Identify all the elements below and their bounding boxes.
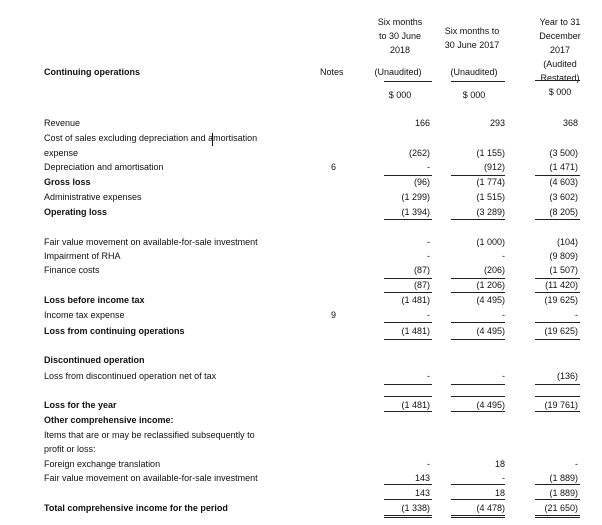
col3-header-rule [535,80,580,81]
row-c3: (1 507) [549,265,578,275]
row-c1: 143 [414,488,430,498]
row-c3: (1 889) [549,488,578,498]
rule [451,515,505,516]
row-label: Loss for the year [44,400,117,410]
notes-header: Notes [320,67,344,77]
row-label: Gross loss [44,177,91,187]
row-c2: - [502,310,505,320]
section-title: Continuing operations [44,67,140,77]
row-c2: (4 478) [476,503,505,513]
row-c1: (1 394) [401,207,430,217]
col2-header [432,24,512,52]
col3-header-line: 2017 [549,45,571,55]
col1-unit: $ 000 [388,90,412,100]
row-c2: - [502,371,505,381]
row-label: Finance costs [44,265,100,275]
row-c1: 166 [414,118,430,128]
row-c3: (1 889) [549,473,578,483]
row-c1: - [427,251,430,261]
row-c3: (8 205) [549,207,578,217]
row-c3: (1 471) [549,162,578,172]
rule [384,339,432,340]
row-label: Discontinued operation [44,355,145,365]
col3-header-line: December [539,31,581,41]
col2-header-rule [451,81,505,82]
rule [451,517,505,518]
col1-header-line: 2018 [389,45,411,55]
col1-header-line: to 30 June [378,31,422,41]
rule [535,515,580,516]
rule [451,396,505,397]
row-c1: (1 481) [401,400,430,410]
row-label: Loss from continuing operations [44,326,185,336]
row-c1: (87) [413,280,430,290]
row-c1: (1 338) [401,503,430,513]
col3-header-line: (Audited [543,59,577,69]
row-c2: (1 000) [476,237,505,247]
rule [451,484,505,485]
row-label: Depreciation and amortisation [44,162,164,172]
rule [384,517,432,518]
row-c2: 18 [494,488,505,498]
col1-header-rule [384,81,432,82]
row-c2: (206) [483,265,505,275]
row-note: 6 [331,162,337,172]
rule [535,411,580,412]
row-label: Loss before income tax [44,295,145,305]
col3-header-line: Restated) [540,73,580,83]
row-label: expense [44,148,79,158]
row-label: Foreign exchange translation [44,459,161,469]
rule [384,484,432,485]
row-c2: (3 289) [476,207,505,217]
rule [384,322,432,323]
col2-header-line: 30 June 2017 [444,40,500,50]
rule [535,292,580,293]
row-c2: (1 774) [476,177,505,187]
row-label: Revenue [44,118,81,128]
rule [384,175,432,176]
row-c1: (262) [408,148,430,158]
row-label: Income tax expense [44,310,125,320]
col2-unit: $ 000 [462,90,486,100]
row-label: Operating loss [44,207,108,217]
row-c1: - [427,371,430,381]
rule [451,322,505,323]
row-label: Fair value movement on available-for-sale investment [44,237,258,247]
col2-header-line: Six months to [444,26,500,36]
row-c2: (1 155) [476,148,505,158]
rule [535,396,580,397]
row-label: Other comprehensive income: [44,415,174,425]
rule [451,278,505,279]
row-c1: (96) [413,177,430,187]
rule [535,499,580,500]
row-c3: (11 420) [545,280,578,290]
col3-header-line: $ 000 [548,87,572,97]
rule [451,339,505,340]
rule [451,499,505,500]
row-c2: (4 495) [476,326,505,336]
row-c3: (136) [556,371,578,381]
rule [451,411,505,412]
rule [384,499,432,500]
row-c3: (9 809) [549,251,578,261]
rule [535,278,580,279]
row-label: Loss from discontinued operation net of tax [44,371,217,381]
rule [384,292,432,293]
row-note: 9 [331,310,337,320]
rule [535,339,580,340]
rule [384,396,432,397]
row-c1: - [427,310,430,320]
row-label: Impairment of RHA [44,251,121,261]
row-c1: (1 481) [401,326,430,336]
row-c2: (1 206) [476,280,505,290]
row-c2: (4 495) [476,295,505,305]
row-c3: - [575,310,578,320]
col3-header [520,15,600,99]
row-c2: - [502,473,505,483]
rule [384,515,432,516]
row-c2: (912) [483,162,505,172]
rule [384,411,432,412]
rule [451,384,505,385]
rule [535,175,580,176]
row-c2: 293 [489,118,505,128]
row-c3: (104) [556,237,578,247]
rule [535,322,580,323]
rule [451,219,505,220]
row-c3: (3 602) [549,192,578,202]
rule [535,484,580,485]
row-label: Fair value movement on available-for-sale investment [44,473,258,483]
rule [384,384,432,385]
col2-audit-status: (Unaudited) [450,67,498,77]
rule [535,219,580,220]
row-c1: 143 [414,473,430,483]
col1-header-line: Six months [377,17,423,27]
row-c3: (21 650) [544,503,578,513]
col1-audit-status: (Unaudited) [374,67,422,77]
row-c1: (1 481) [401,295,430,305]
row-c2: - [502,251,505,261]
rule [535,517,580,518]
row-label: Cost of sales excluding depreciation and amortisation [44,133,258,143]
row-c1: (1 299) [401,192,430,202]
row-c3: (4 603) [549,177,578,187]
row-c2: 18 [494,459,505,469]
row-label: profit or loss: [44,444,96,454]
row-c3: (19 625) [544,326,578,336]
rule [384,278,432,279]
row-label: Items that are or may be reclassified subsequently to [44,430,255,440]
row-c2: (1 515) [476,192,505,202]
row-c1: - [427,459,430,469]
rule [451,175,505,176]
row-label: Administrative expenses [44,192,142,202]
row-label: Total comprehensive income for the period [44,503,228,513]
rule [384,219,432,220]
row-c3: (19 625) [544,295,578,305]
rule [451,292,505,293]
row-c2: (4 495) [476,400,505,410]
col1-header [360,15,440,57]
row-c3: 368 [562,118,578,128]
rule [535,384,580,385]
col3-header-line: Year to 31 [539,17,581,27]
row-c3: (19 761) [544,400,578,410]
row-c3: - [575,459,578,469]
row-c3: (3 500) [549,148,578,158]
row-c1: - [427,237,430,247]
row-c1: (87) [413,265,430,275]
row-c1: - [427,162,430,172]
